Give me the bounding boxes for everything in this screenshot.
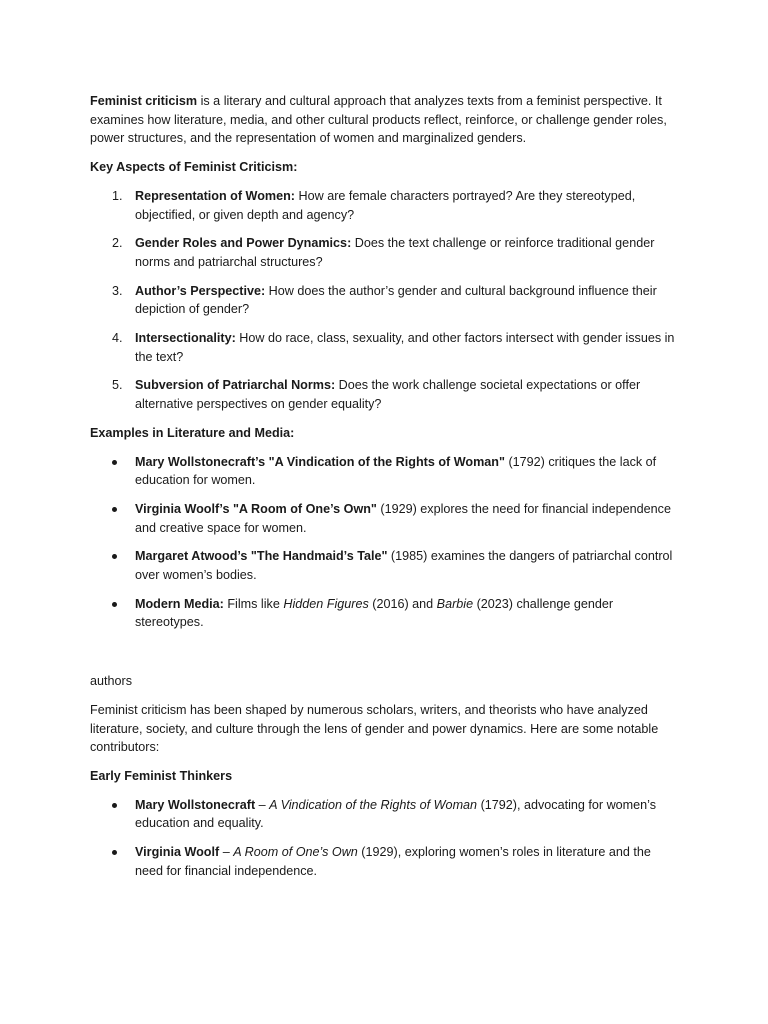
bullet-icon [112,460,117,465]
bullet-icon [112,602,117,607]
item-title: Representation of Women: [135,188,295,203]
early-thinkers-heading: Early Feminist Thinkers [90,768,233,783]
list-number: 5. [112,378,123,393]
bullet-icon [112,803,117,808]
item-text: (2016) and [368,596,437,611]
author-name: Mary Wollstonecraft [135,797,256,812]
item-title: Margaret Atwood’s "The Handmaid’s Tale" [135,549,388,564]
document-page [90,92,680,891]
item-text: (2023) challenge gender stereotypes. [135,596,614,630]
section-spacer [90,642,680,672]
list-number: 2. [112,236,123,251]
key-aspects-heading: Key Aspects of Feminist Criticism: [90,160,298,175]
bullet-icon [112,507,117,512]
item-text: (1985) examines the dangers of patriarchal control over women’s bodies. [135,549,673,583]
work-title: A Room of One’s Own [233,845,358,860]
list-item [90,547,680,584]
bullet-icon [112,850,117,855]
list-item [90,843,680,880]
item-text: (1792) critiques the lack of education for women. [135,454,657,488]
list-number: 3. [112,283,123,298]
list-item [90,796,680,833]
list-item [90,187,680,224]
film-title: Barbie [436,596,474,611]
item-text: How does the author’s gender and cultural background influence their depiction of gender? [135,283,657,317]
item-title: Mary Wollstonecraft’s "A Vindication of the Rights of Woman" [135,454,505,469]
item-text: (1792), advocating for women’s education and equality. [135,797,657,831]
examples-heading: Examples in Literature and Media: [90,425,295,440]
examples-list [90,453,680,633]
item-title: Intersectionality: [135,331,236,346]
list-item [90,282,680,319]
item-text: Does the work challenge societal expectations or offer alternative perspectives on gender equality? [135,378,641,412]
list-item [90,500,680,537]
item-text: (1929) explores the need for financial independence and creative space for women. [135,501,671,535]
item-text: How are female characters portrayed? Are they stereotyped, objectified, or given depth and agency? [135,188,636,222]
intro-paragraph [90,92,680,148]
list-item [90,595,680,632]
dash: – [219,845,234,860]
item-text: How do race, class, sexuality, and other factors intersect with gender issues in the text? [135,331,675,364]
film-title: Hidden Figures [283,596,369,611]
authors-label: authors [90,674,133,689]
authors-list [90,796,680,881]
item-text: Films like [223,596,284,611]
list-item [90,453,680,490]
list-item [90,376,680,413]
author-name: Virginia Woolf [135,845,220,860]
intro-text: is a literary and cultural approach that analyzes texts from a feminist perspective. It examines how literature, media, and other cultural products reflect, reinforce, or challenge gender roles, power structures, and the representation of women and marginalized genders. [90,94,667,146]
item-title: Gender Roles and Power Dynamics: [135,236,352,251]
key-aspects-list [90,187,680,414]
item-text: Does the text challenge or reinforce traditional gender norms and patriarchal structures? [135,236,655,269]
list-number: 1. [112,188,123,203]
authors-intro: Feminist criticism has been shaped by numerous scholars, writers, and theorists who have analyzed literature, society, and culture through the lens of gender and power dynamics. Here are some notable contributors: [90,702,659,755]
list-item [90,329,680,366]
item-text: (1929), exploring women’s roles in literature and the need for financial independence. [135,845,651,878]
item-title: Author’s Perspective: [135,283,266,298]
list-number: 4. [112,331,123,346]
intro-term: Feminist criticism [90,94,198,108]
bullet-icon [112,554,117,559]
item-title: Modern Media: [135,596,224,611]
work-title: A Vindication of the Rights of Woman [269,797,478,812]
list-item [90,234,680,271]
item-title: Subversion of Patriarchal Norms: [135,378,336,393]
dash: – [255,797,270,812]
item-title: Virginia Woolf’s "A Room of One’s Own" [135,501,377,516]
